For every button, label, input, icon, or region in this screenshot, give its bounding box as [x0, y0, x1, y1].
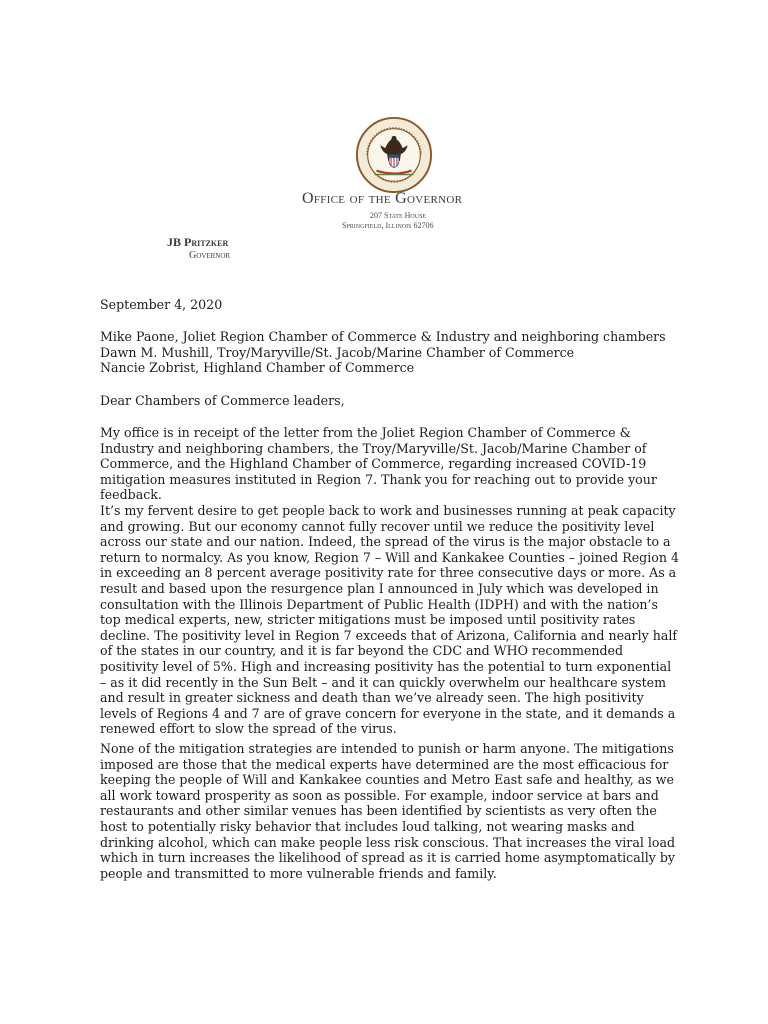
- governor-title: Governor: [189, 250, 231, 261]
- addressee-line: Mike Paone, Joliet Region Chamber of Commerce & Industry and neighboring chambers: [100, 329, 666, 344]
- salutation: Dear Chambers of Commerce leaders,: [100, 393, 345, 408]
- letter-date: September 4, 2020: [100, 297, 223, 312]
- governor-name: JB Pritzker: [167, 235, 229, 249]
- office-address-line2: Springfield, Illinois 62706: [342, 221, 434, 230]
- addressee-line: Dawn M. Mushill, Troy/Maryville/St. Jacob/Marine Chamber of Commerce: [100, 344, 575, 360]
- body-paragraph: None of the mitigation strategies are intended to punish or harm anyone. The mitigations imposed are those that the medical experts have determined are the most efficacious for keeping the people of Will and Kankakee counties and Metro East safe and healthy, as we all work toward prosperity as soon as possible. For example, indoor service at bars and restaurants and other similar venues has been identified by scientists as very often the host to potentially risky behavior that includes loud talking, not wearing masks and drinking alcohol, which can make people less risk conscious. That increases the viral load which in turn increases the likelihood of spread as it is carried home asymptomatically by people and transmitted to more vulnerable friends and family.: [100, 741, 676, 881]
- addressee-block: [100, 329, 680, 376]
- illinois-state-seal-icon: [355, 116, 433, 194]
- body-paragraph: My office is in receipt of the letter from the Joliet Region Chamber of Commerce & Industry and neighboring chambers, the Troy/Maryville/St. Jacob/Marine Chamber of Commerce, and the Highland Chamber of Commerce, regarding increased COVID-19 mitigation measures instituted in Region 7. Thank you for reaching out to provide your feedback.: [100, 425, 657, 503]
- office-title: Office of the Governor: [302, 190, 463, 207]
- body-paragraph: It’s my fervent desire to get people back to work and businesses running at peak capacity and growing. But our economy cannot fully recover until we reduce the positivity level across our state and our nation. Indeed, the spread of the virus is the major obstacle to a return to normalcy. As you know, Region 7 – Will and Kankakee Counties – joined Region 4 in exceeding an 8 percent average positivity rate for three consecutive days or more. As a result and based upon the resurgence plan I announced in July which was developed in consultation with the Illinois Department of Public Health (IDPH) and with the nation’s top medical experts, new, stricter mitigations must be imposed until positivity rates decline. The positivity level in Region 7 exceeds that of Arizona, California and nearly half of the states in our country, and it is far beyond the CDC and WHO recommended positivity level of 5%. High and increasing positivity has the potential to turn exponential – as it did recently in the Sun Belt – and it can quickly overwhelm our healthcare system and result in greater sickness and death than we’ve already seen. The high positivity levels of Regions 4 and 7 are of grave concern for everyone in the state, and it demands a renewed effort to slow the spread of the virus.: [100, 503, 679, 737]
- addressee-line: Nancie Zobrist, Highland Chamber of Commerce: [100, 360, 415, 376]
- office-address-line1: 207 State House: [370, 211, 427, 220]
